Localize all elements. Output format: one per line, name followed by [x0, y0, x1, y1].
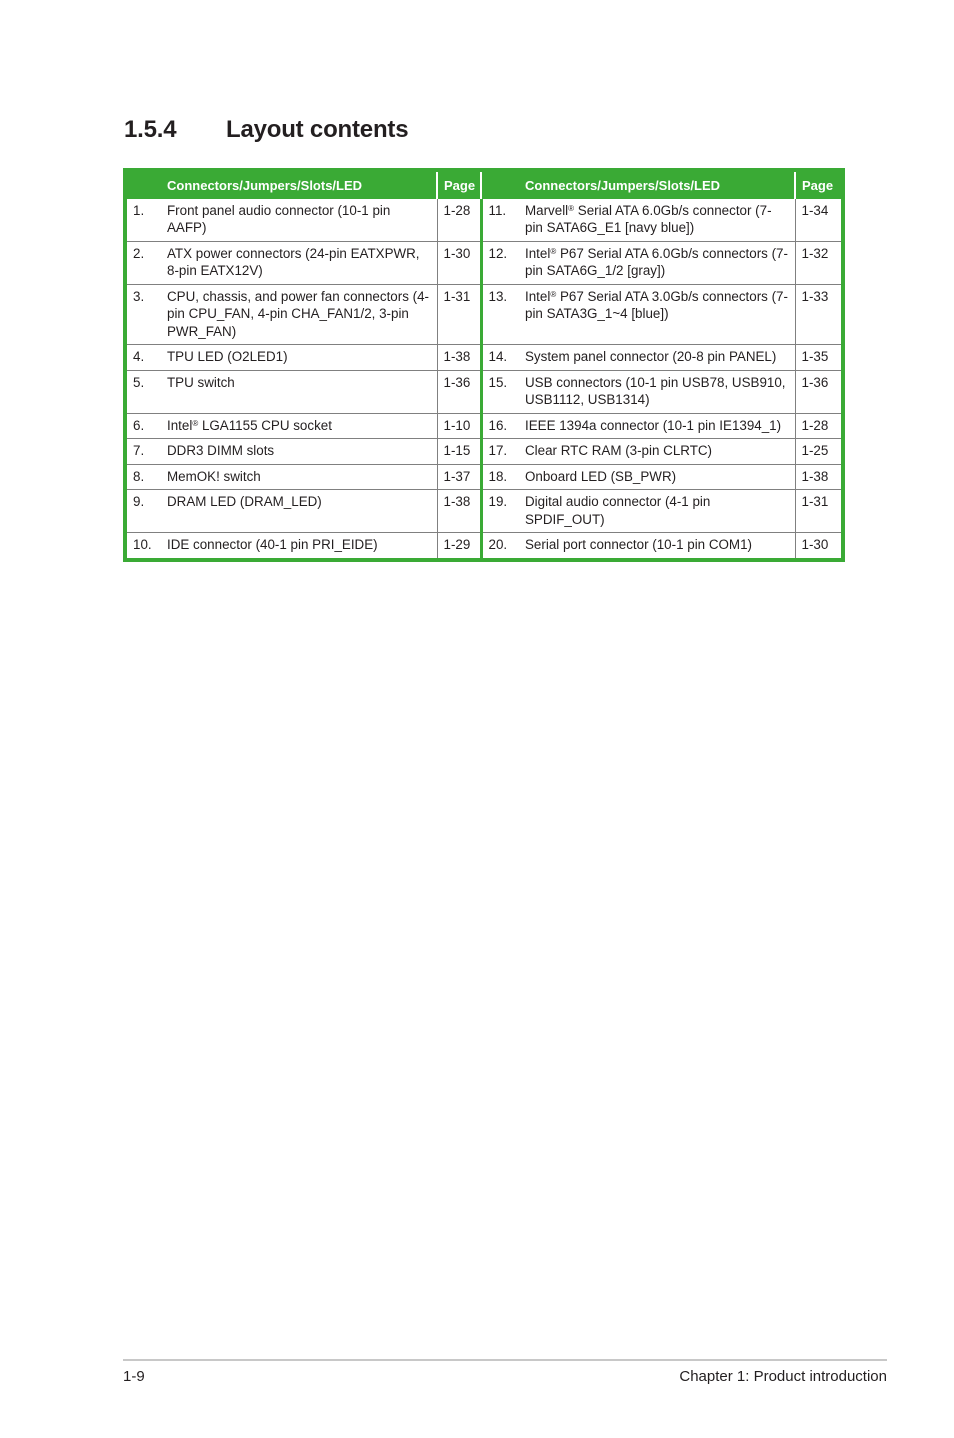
header-page-left: Page [437, 170, 481, 199]
footer-chapter-title: Chapter 1: Product introduction [679, 1368, 887, 1385]
header-num-left [125, 170, 161, 199]
item-text: IEEE 1394a connector (10-1 pin IE1394_1) [525, 417, 782, 433]
table-row [125, 284, 843, 345]
item-description-right [519, 345, 795, 371]
table-row [125, 490, 843, 533]
item-text: CPU, chassis, and power fan connectors (4-pin CPU_FAN, 4-pin CHA_FAN1/2, 3-pin PWR_FAN) [167, 288, 429, 339]
item-number-left: 8. [125, 464, 161, 490]
item-page-right: 1-38 [795, 464, 843, 490]
table-row [125, 439, 843, 465]
item-description-right [519, 284, 795, 345]
item-page-right: 1-35 [795, 345, 843, 371]
registered-mark: ® [192, 418, 199, 428]
header-num-right [481, 170, 519, 199]
item-description-left [161, 413, 437, 439]
item-page-right: 1-33 [795, 284, 843, 345]
item-description-right [519, 370, 795, 413]
item-text: TPU LED (O2LED1) [167, 349, 288, 364]
item-page-right: 1-31 [795, 490, 843, 533]
item-text: Digital audio connector (4-1 pin SPDIF_OUT) [525, 494, 711, 527]
item-text-cont: LGA1155 CPU socket [198, 417, 332, 433]
item-description-left [161, 464, 437, 490]
item-number-right: 18. [481, 464, 519, 490]
item-number-right: 17. [481, 439, 519, 465]
item-page-left: 1-38 [437, 345, 481, 371]
item-text: MemOK! switch [167, 468, 261, 484]
item-page-left: 1-36 [437, 370, 481, 413]
item-description-left [161, 345, 437, 371]
item-text: ATX power connectors (24-pin EATXPWR, 8-pin EATX12V) [167, 245, 420, 278]
item-number-left: 3. [125, 284, 161, 345]
table-row [125, 533, 843, 560]
item-description-left [161, 439, 437, 465]
item-description-left [161, 284, 437, 345]
item-description-right [519, 533, 795, 560]
table-row [125, 370, 843, 413]
item-text-cont: P67 Serial ATA 3.0Gb/s connectors (7-pin SATA3G_1~4 [blue]) [525, 288, 788, 321]
item-description-left [161, 241, 437, 284]
item-number-right: 13. [481, 284, 519, 345]
item-text: DDR3 DIMM slots [167, 443, 275, 458]
item-number-left: 6. [125, 413, 161, 439]
item-description-left [161, 370, 437, 413]
item-page-right: 1-30 [795, 533, 843, 560]
item-number-left: 2. [125, 241, 161, 284]
table-header-row [125, 170, 843, 199]
item-description-right [519, 439, 795, 465]
item-number-left: 1. [125, 199, 161, 242]
table-row [125, 464, 843, 490]
table-row [125, 413, 843, 439]
item-text: Intel [525, 288, 551, 304]
item-page-left: 1-30 [437, 241, 481, 284]
section-title [124, 116, 408, 144]
item-number-right: 14. [481, 345, 519, 371]
section-title-text: Layout contents [226, 116, 409, 143]
section-number: 1.5.4 [124, 116, 177, 143]
item-number-left: 5. [125, 370, 161, 413]
item-number-left: 9. [125, 490, 161, 533]
item-text: System panel connector (20-8 pin PANEL) [525, 349, 777, 364]
item-number-right: 12. [481, 241, 519, 284]
item-number-right: 16. [481, 413, 519, 439]
footer-page-number: 1-9 [123, 1368, 145, 1385]
item-number-right: 15. [481, 370, 519, 413]
header-desc-right: Connectors/Jumpers/Slots/LED [519, 170, 795, 199]
item-description-left [161, 490, 437, 533]
registered-mark: ® [550, 246, 557, 256]
item-page-left: 1-10 [437, 413, 481, 439]
item-number-right: 20. [488, 537, 508, 552]
item-text: Front panel audio connector (10-1 pin AAFP) [167, 202, 391, 235]
item-text-cont: Serial ATA 6.0Gb/s connector (7-pin SATA6G_E1 [navy blue]) [525, 202, 772, 235]
table-row [125, 241, 843, 284]
footer-rule [123, 1359, 887, 1361]
item-number-right: 11. [481, 199, 519, 242]
item-description-left [161, 533, 437, 560]
item-description-right [519, 490, 795, 533]
item-text: DRAM LED (DRAM_LED) [167, 494, 322, 509]
item-description-right [519, 413, 795, 439]
table-row [125, 345, 843, 371]
item-number-left: 4. [125, 345, 161, 371]
item-description-right [519, 464, 795, 490]
layout-contents-table [123, 168, 845, 562]
item-page-right: 1-34 [795, 199, 843, 242]
item-text: Clear RTC RAM (3-pin CLRTC) [525, 443, 713, 458]
item-page-right: 1-36 [795, 370, 843, 413]
item-page-left: 1-28 [437, 199, 481, 242]
item-text: Onboard LED (SB_PWR) [525, 468, 677, 484]
item-text: Intel [525, 245, 551, 261]
item-text: USB connectors (10-1 pin USB78, USB910, USB1112, USB1314) [525, 374, 786, 407]
item-number-left: 7. [125, 439, 161, 465]
registered-mark: ® [568, 203, 575, 213]
item-text: Marvell [525, 202, 569, 218]
item-number-left: 10. [133, 537, 152, 552]
item-text: Serial port connector (10-1 pin COM1) [525, 537, 752, 552]
registered-mark: ® [550, 289, 557, 299]
item-description-right [519, 241, 795, 284]
item-text: TPU switch [167, 374, 235, 390]
table-row [125, 199, 843, 242]
item-page-left: 1-15 [437, 439, 481, 465]
item-description-right [519, 199, 795, 242]
item-description-left [161, 199, 437, 242]
item-text-cont: P67 Serial ATA 6.0Gb/s connectors (7-pin SATA6G_1/2 [gray]) [525, 245, 788, 278]
header-desc-left: Connectors/Jumpers/Slots/LED [161, 170, 437, 199]
item-number-right: 19. [481, 490, 519, 533]
item-page-left: 1-31 [437, 284, 481, 345]
table-body [125, 199, 843, 560]
item-page-left: 1-29 [437, 533, 481, 560]
item-page-right: 1-25 [795, 439, 843, 465]
item-text: Intel [167, 417, 193, 433]
item-text: IDE connector (40-1 pin PRI_EIDE) [167, 537, 378, 552]
item-page-right: 1-32 [795, 241, 843, 284]
item-page-left: 1-37 [437, 464, 481, 490]
item-page-right: 1-28 [795, 413, 843, 439]
item-page-left: 1-38 [437, 490, 481, 533]
header-page-right: Page [795, 170, 843, 199]
